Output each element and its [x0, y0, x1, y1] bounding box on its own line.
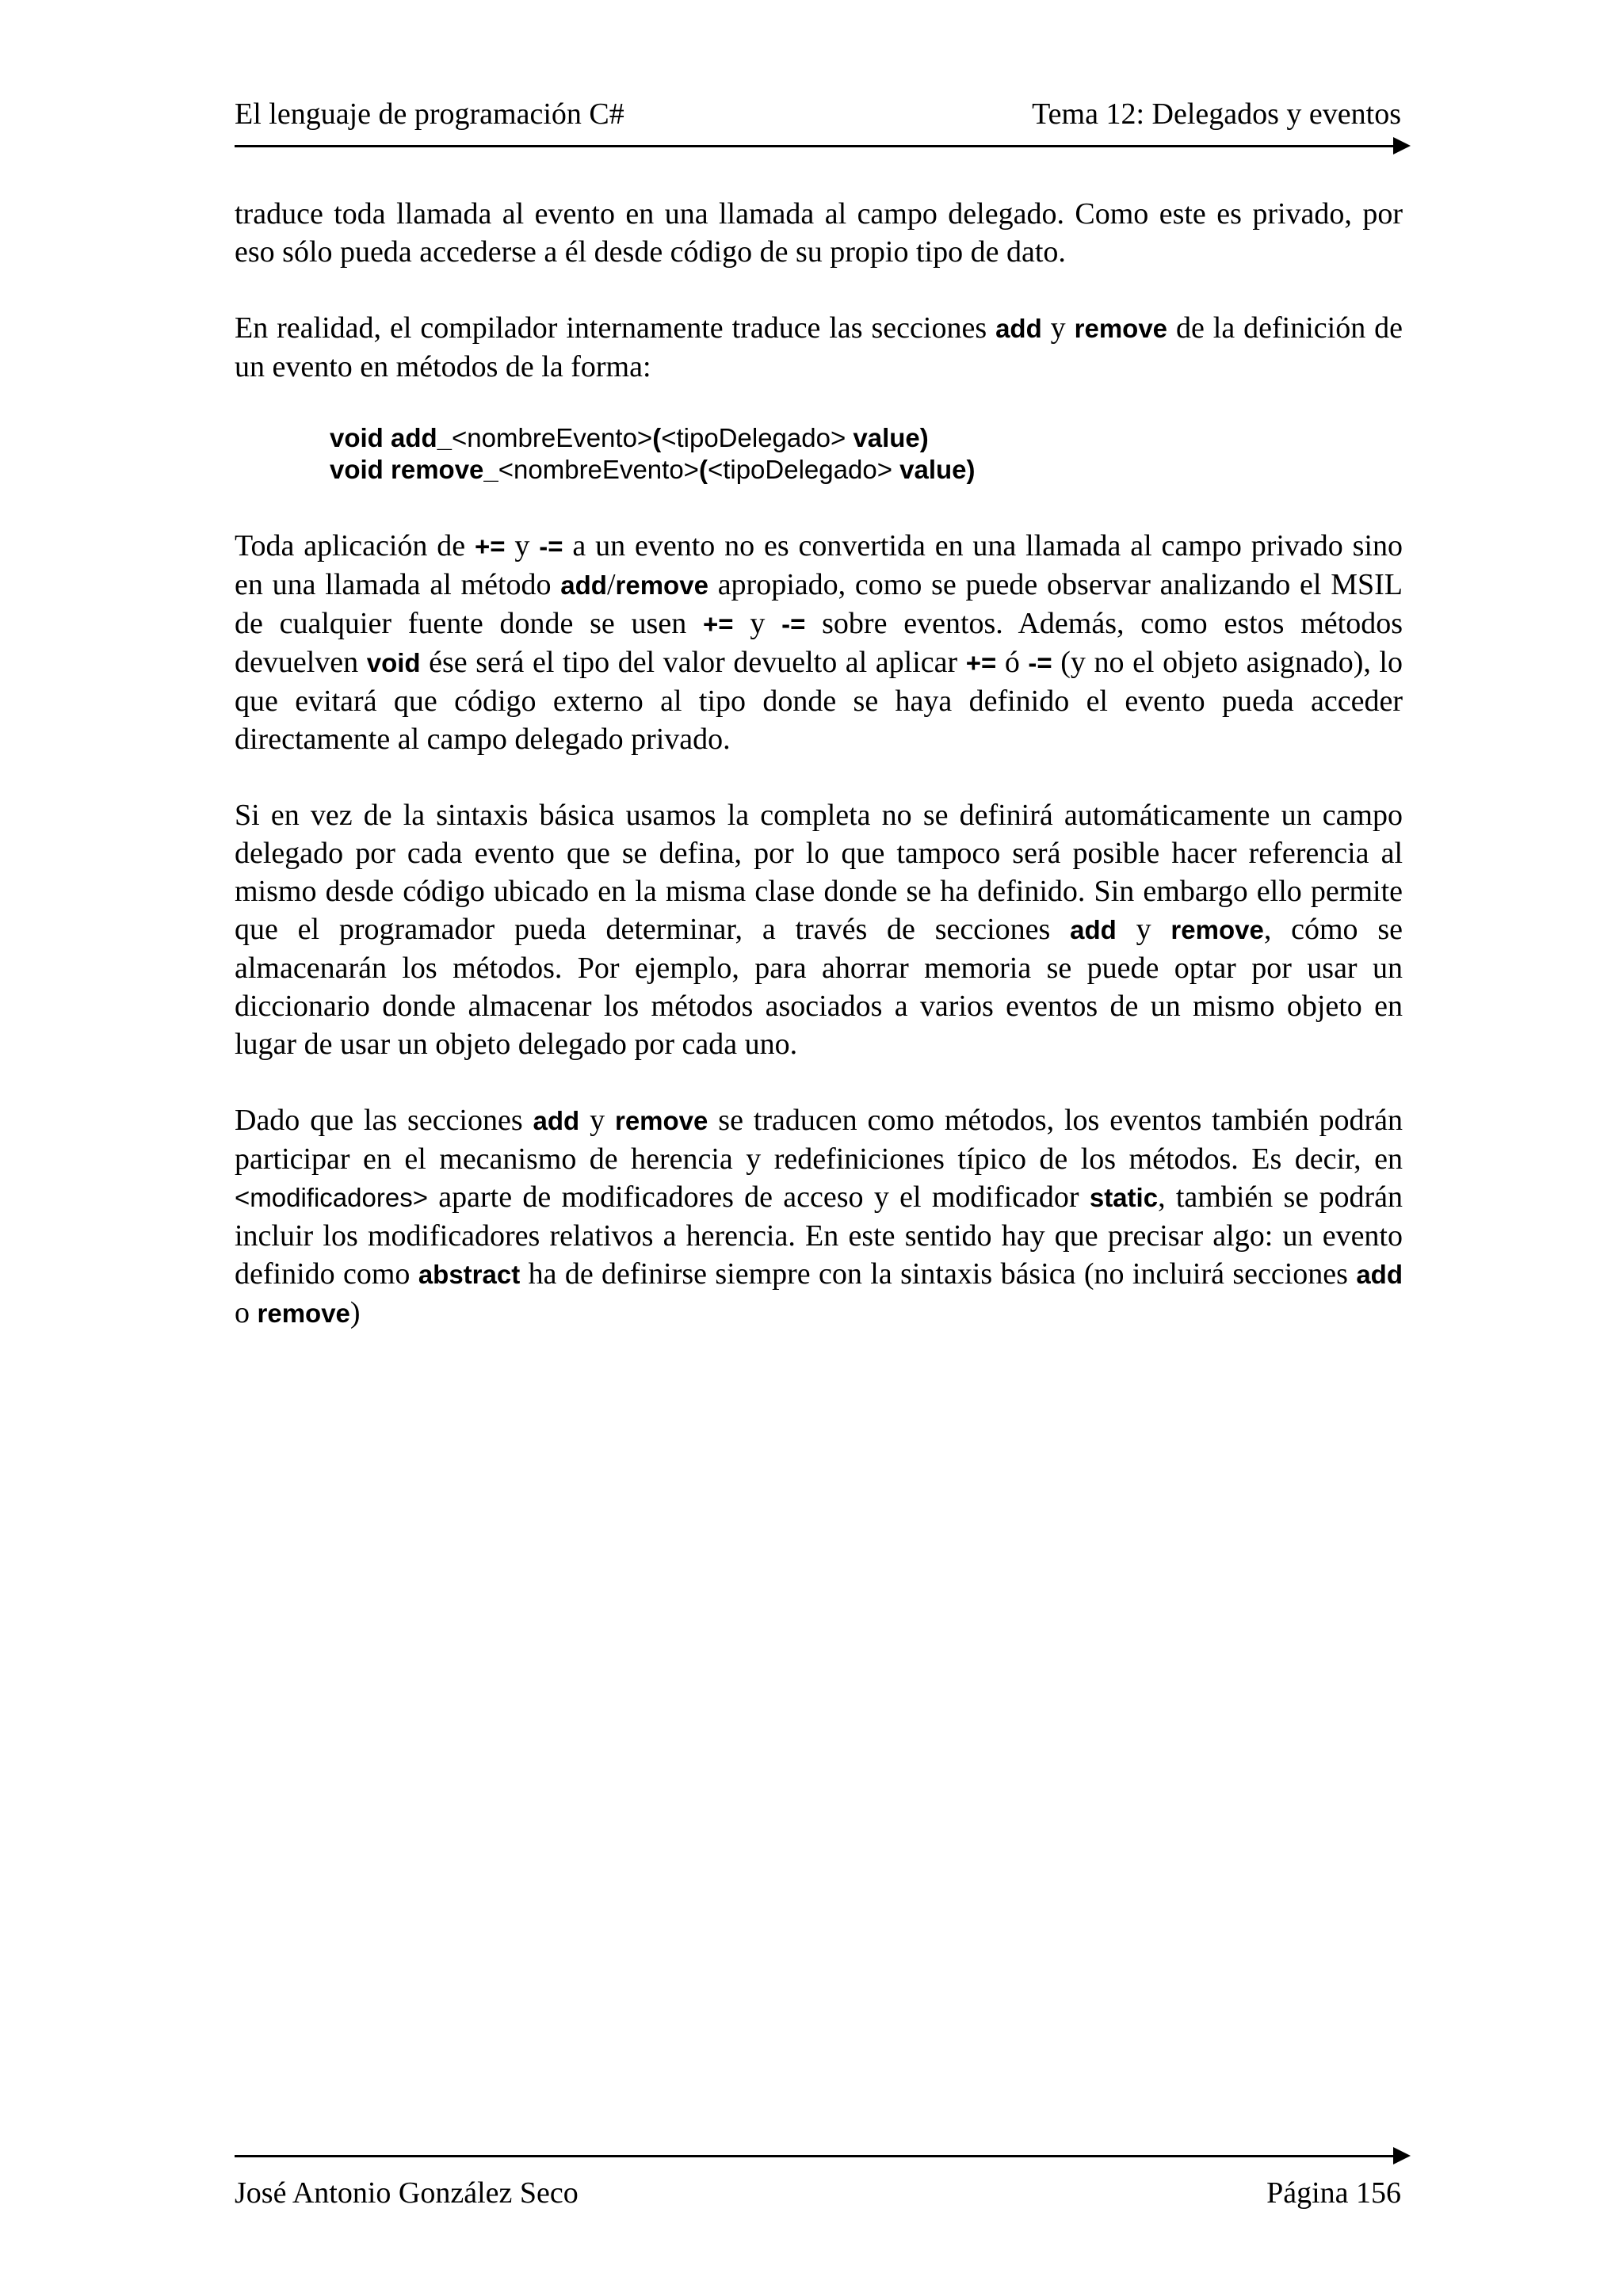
keyword-add: add — [995, 314, 1042, 343]
header-arrow-icon — [1393, 137, 1411, 154]
page-footer — [235, 2176, 1401, 2215]
header-book-title: El lenguaje de programación C# — [235, 97, 624, 131]
code-block — [330, 422, 1403, 486]
paragraph-5: Dado que las secciones add y remove se traducen como métodos, los eventos también podrán participar en el mecanismo de herencia y redefiniciones típico de los métodos. Es decir, en <modificadores> aparte de modificadores de acceso y el modificador static, también se podrán incluir los modificadores relativos a herencia. En este sentido hay que precisar algo: un evento definido como abstract ha de definirse siempre con la sintaxis básica (no incluirá secciones add o remove) — [235, 1104, 1403, 1329]
paragraph-4: Si en vez de la sintaxis básica usamos la completa no se definirá automáticamente un campo delegado por cada evento que se defina, por lo que tampoco será posible hacer referencia al mismo desde código ubicado en la misma clase donde se ha definido. Sin embargo ello permite que el programador pueda determinar, a través de secciones add y remove, cómo se almacenarán los métodos. Por ejemplo, para ahorrar memoria se puede optar por usar un diccionario donde almacenar los métodos asociados a varios eventos de un mismo objeto en lugar de usar un objeto delegado por cada uno. — [235, 799, 1403, 1061]
page-body — [235, 195, 1403, 1371]
header-rule — [235, 145, 1400, 147]
paragraph-2: En realidad, el compilador internamente traduce las secciones add y remove de la definición de un evento en métodos de la forma: — [235, 311, 1403, 383]
footer-author: José Antonio González Seco — [235, 2176, 579, 2210]
header-chapter-title: Tema 12: Delegados y eventos — [1032, 97, 1401, 131]
paragraph-1: traduce toda llamada al evento en una llamada al campo delegado. Como este es privado, por eso sólo pueda accederse a él desde código de su propio tipo de dato. — [235, 197, 1403, 269]
code-line-add: void add_<nombreEvento>(<tipoDelegado> value) — [330, 423, 929, 452]
paragraph-3: Toda aplicación de += y -= a un evento no es convertida en una llamada al campo privado sino en una llamada al método add/remove apropiado, como se puede observar analizando el MSIL de cualquier fuente donde se usen += y -= sobre eventos. Además, como estos métodos devuelven void ése será el tipo del valor devuelto al aplicar += ó -= (y no el objeto asignado), lo que evitará que código externo al tipo donde se haya definido el evento pueda acceder directamente al campo delegado privado. — [235, 529, 1403, 756]
keyword-remove: remove — [1074, 314, 1168, 343]
footer-arrow-icon — [1393, 2147, 1411, 2164]
footer-page-number: Página 156 — [1266, 2176, 1401, 2210]
page-header — [235, 97, 1401, 136]
code-line-remove: void remove_<nombreEvento>(<tipoDelegado> value) — [330, 455, 976, 484]
footer-rule — [235, 2155, 1400, 2157]
